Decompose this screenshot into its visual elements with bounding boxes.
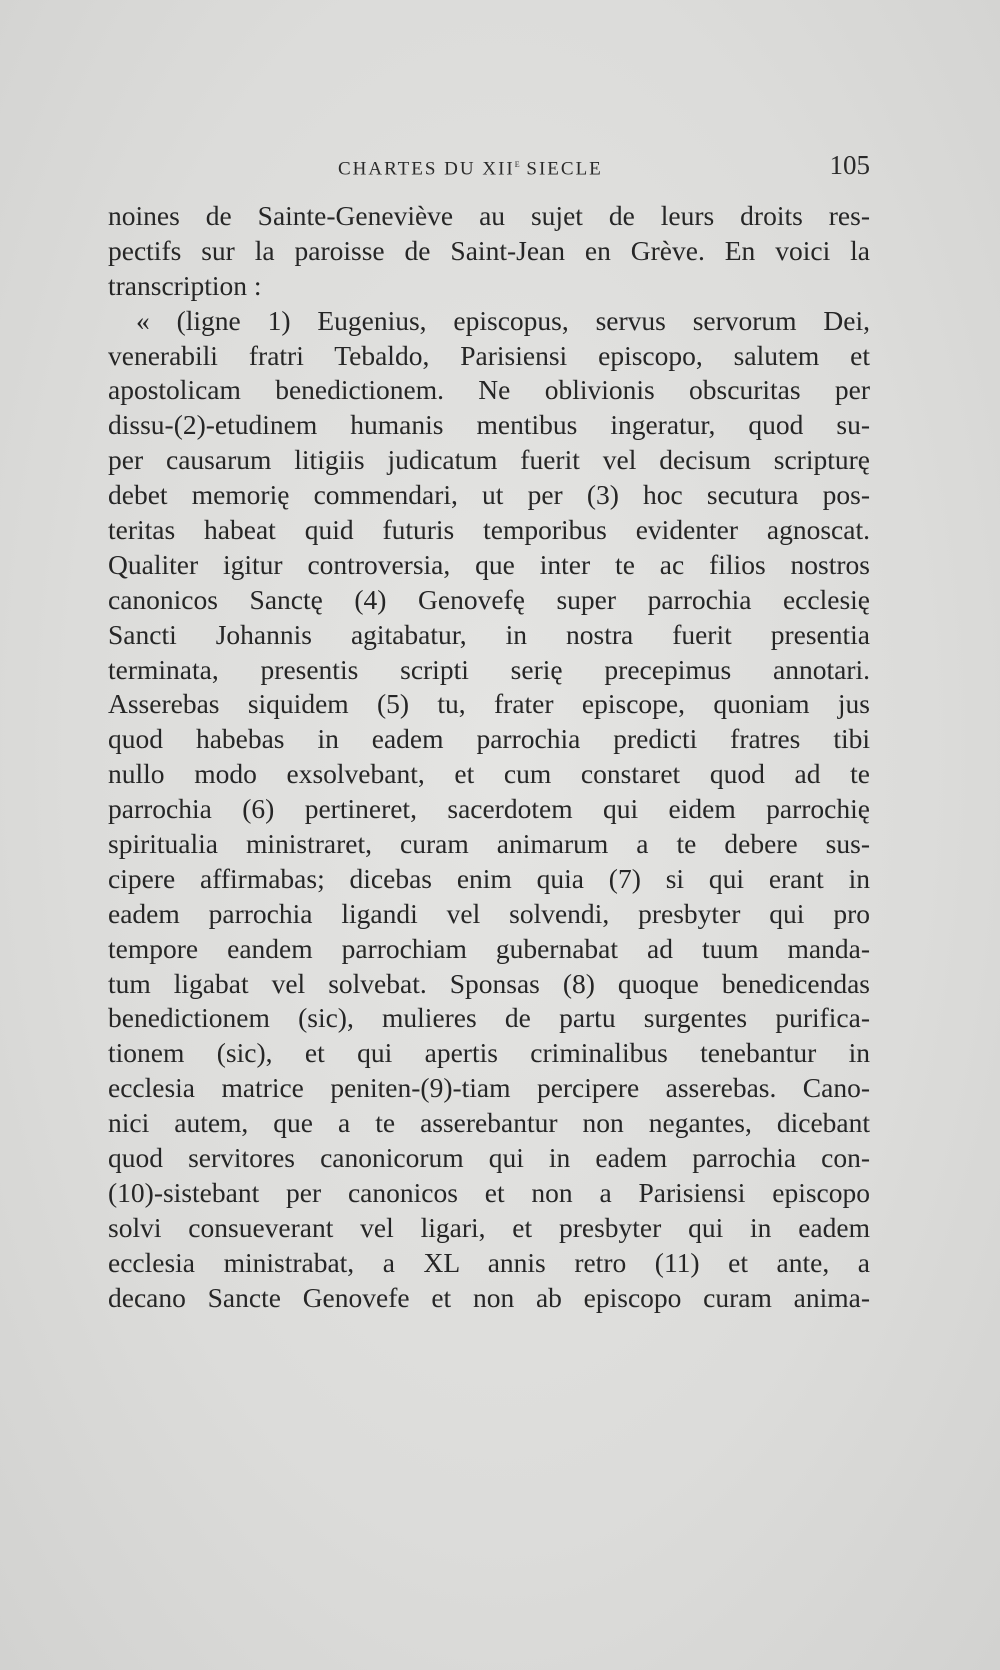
text-line-7: dissu-(2)-etudinem humanis mentibus ingeratur, quod su- [108, 409, 870, 441]
text-line-24: benedictionem (sic), mulieres de partu surgentes purifica- [108, 1002, 870, 1034]
page-number: 105 [829, 150, 870, 180]
text-line-25: tionem (sic), et qui apertis criminalibus tenebantur in [108, 1037, 870, 1069]
text-line-29: (10)-sistebant per canonicos et non a Parisiensi episcopo [108, 1176, 870, 1208]
text-line-16: quod habebas in eadem parrochia predicti fratres tibi [108, 723, 870, 755]
text-line-31: ecclesia ministrabat, a XL annis retro (11) et ante, a [108, 1246, 870, 1278]
text-line-2: pectifs sur la paroisse de Saint-Jean en Grève. En voici la [108, 234, 870, 266]
text-line-20: cipere affirmabas; dicebas enim quia (7) si qui erant in [108, 862, 870, 894]
text-line-6: apostolicam benedictionem. Ne oblivionis obscuritas per [108, 374, 870, 406]
text-line-11: Qualiter igitur controversia, que inter te ac filios nostros [108, 548, 870, 580]
text-line-17: nullo modo exsolvebant, et cum constaret quod ad te [108, 758, 870, 790]
text-line-26: ecclesia matrice peniten-(9)-tiam percipere asserebas. Cano- [108, 1072, 870, 1104]
text-line-18: parrochia (6) pertineret, sacerdotem qui eidem parrochię [108, 793, 870, 825]
running-title [338, 156, 603, 180]
text-line-19: spiritualia ministraret, curam animarum a te debere sus- [108, 828, 870, 860]
page-header [108, 150, 870, 186]
running-title-main: CHARTES DU XII [338, 158, 515, 180]
text-line-28: quod servitores canonicorum qui in eadem parrochia con- [108, 1142, 870, 1174]
text-line-12: canonicos Sanctę (4) Genovefę super parrochia ecclesię [108, 583, 870, 615]
text-line-10: teritas habeat quid futuris temporibus evidenter agnoscat. [108, 514, 870, 546]
text-line-14: terminata, presentis scripti serię precepimus annotari. [108, 653, 870, 685]
text-line-32: decano Sancte Genovefe et non ab episcopo curam anima- [108, 1281, 870, 1313]
text-line-22: tempore eandem parrochiam gubernabat ad tuum manda- [108, 932, 870, 964]
running-title-superscript: e [514, 156, 520, 170]
text-line-3: transcription : [108, 269, 262, 301]
text-line-8: per causarum litigiis judicatum fuerit vel decisum scripturę [108, 444, 870, 476]
text-line-27: nici autem, que a te asserebantur non negantes, dicebant [108, 1107, 870, 1139]
text-line-13: Sancti Johannis agitabatur, in nostra fuerit presentia [108, 618, 870, 650]
text-line-9: debet memorię commendari, ut per (3) hoc secutura pos- [108, 479, 870, 511]
text-line-5: venerabili fratri Tebaldo, Parisiensi episcopo, salutem et [108, 339, 870, 371]
text-line-21: eadem parrochia ligandi vel solvendi, presbyter qui pro [108, 897, 870, 929]
body-text [108, 199, 870, 1316]
text-line-23: tum ligabat vel solvebat. Sponsas (8) quoque benedicendas [108, 967, 870, 999]
running-title-end: SIECLE [519, 158, 603, 180]
text-line-15: Asserebas siquidem (5) tu, frater episcope, quoniam jus [108, 688, 870, 720]
text-line-30: solvi consueverant vel ligari, et presbyter qui in eadem [108, 1211, 870, 1243]
text-line-4: « (ligne 1) Eugenius, episcopus, servus servorum Dei, [136, 304, 870, 336]
text-line-1: noines de Sainte-Geneviève au sujet de leurs droits res- [108, 200, 870, 231]
